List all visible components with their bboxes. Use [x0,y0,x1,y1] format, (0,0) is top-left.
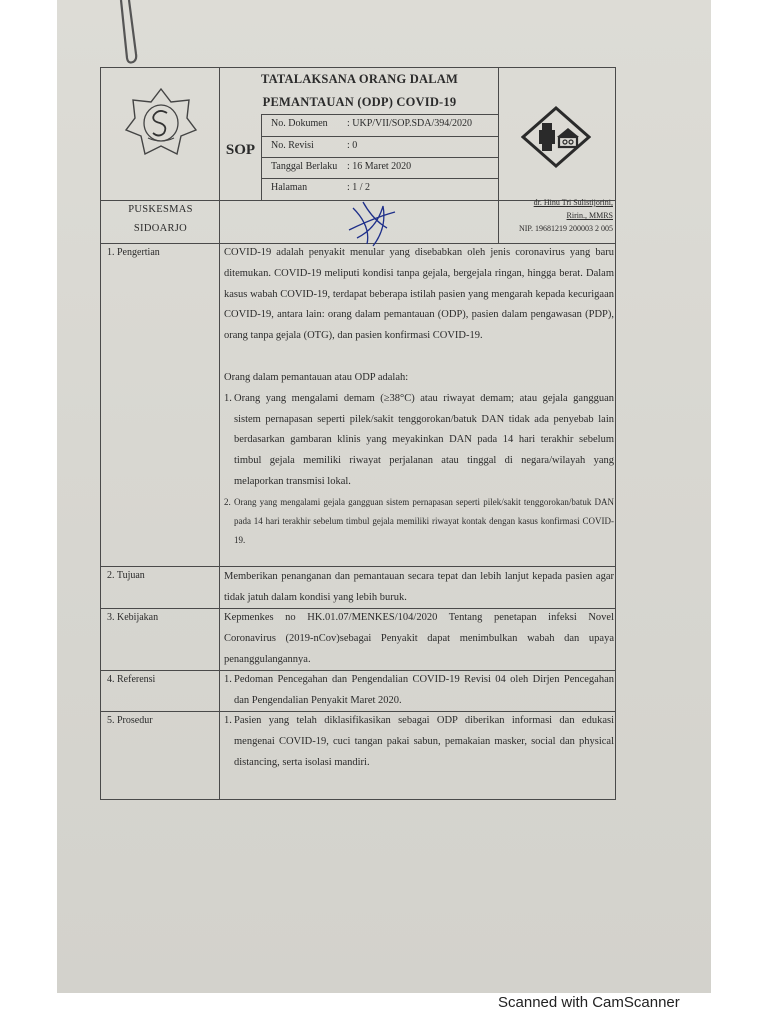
section-body-tujuan: Memberikan penanganan dan pemantauan secara tepat dan lebih lanjut kepada pasien agar tidak jatuh dalam kondisi yang lebih buruk. [224,571,614,603]
list-text: Orang yang mengalami demam (≥38°C) atau riwayat demam; atau gejala gangguan sistem pernapasan seperti pilek/sakit tenggorokan/batuk DAN tidak ada penyebab lain berdasarkan gambaran klinis yang meyakinkan DAN pada 14 hari terakhir sebelum timbul gejala memiliki riwayat perjalanan atau tinggal di negara/wilayah yang melaporkan transmisi lokal. [234,392,614,487]
section-label-pengertian: 1. Pengertian [107,247,160,258]
organization-name [101,200,220,238]
organization-line1: PUSKESMAS [128,204,193,215]
referensi-list-item-1 [224,670,614,712]
list-text: Pedoman Pencegahan dan Pengendalian COVID-19 Revisi 04 oleh Dirjen Pencegahan dan Pengendalian Penyakit Maret 2020. [234,674,614,706]
list-text: Pasien yang telah diklasifikasikan sebagai ODP diberikan informasi dan edukasi mengenai COVID-19, cuci tangan pakai sabun, pemakaian masker, social dan physical distancing, serta isolasi mandiri. [234,715,614,768]
prosedur-list-item-1 [224,711,614,773]
list-number: 2. [224,496,231,507]
section-body-prosedur [224,711,614,773]
signer-name2: Ririn., MMRS [566,211,613,220]
meta-key-tanggal: Tanggal Berlaku [271,161,338,172]
document-title-line1: TATALAKSANA ORANG DALAM [261,72,458,86]
meta-key-dokumen: No. Dokumen [271,118,328,129]
section-label-prosedur: 5. Prosedur [107,715,153,726]
camscanner-watermark: Scanned with CamScanner [498,994,680,1011]
section-label-referensi: 4. Referensi [107,674,156,685]
sop-document [100,67,616,800]
sop-label: SOP [225,142,256,158]
section-label-tujuan: 2. Tujuan [107,570,145,581]
signer-block [499,196,617,235]
pengertian-list-item-2 [224,493,614,550]
meta-value-revisi: : 0 [347,140,358,151]
meta-key-halaman: Halaman [271,182,308,193]
meta-key-revisi: No. Revisi [271,140,314,151]
section-body-referensi [224,670,614,712]
section-body-pengertian [224,243,614,550]
puskesmas-cross-house-logo-icon [521,106,591,168]
list-text: Orang yang mengalami gejala gangguan sistem pernapasan seperti pilek/sakit tenggorokan/batuk DAN pada 14 hari terakhir sebelum timbul gejala memiliki riwayat kontak dengan kasus konfirmasi COVID-19. [234,496,614,545]
signer-name: dr. Hinu Tri Sulistijorini, [533,198,613,207]
document-title-line2: PEMANTAUAN (ODP) COVID-19 [262,95,457,109]
section-label-kebijakan: 3. Kebijakan [107,612,159,623]
regency-crest-logo-icon [123,86,199,158]
pengertian-list-item-1 [224,389,614,493]
meta-value-halaman: : 1 / 2 [347,182,371,193]
meta-value-dokumen: : UKP/VII/SOP.SDA/394/2020 [347,118,473,129]
list-number: 1. [224,674,232,685]
list-number: 1. [224,392,232,404]
list-number: 1. [224,715,232,726]
paper-clip-icon [115,0,141,66]
organization-line2: SIDOARJO [133,223,188,234]
section-body-kebijakan: Kepmenkes no HK.01.07/MENKES/104/2020 Tentang penetapan infeksi Novel Coronavirus (2019-nCov)sebagai Penyakit dapat menimbulkan wabah dan upaya penanggulangannya. [224,612,614,665]
pengertian-paragraph-2: Orang dalam pemantauan atau ODP adalah: [224,371,409,383]
meta-value-tanggal: : 16 Maret 2020 [347,161,412,172]
signer-nip: NIP. 19681219 200003 2 005 [518,224,613,233]
pengertian-paragraph-1: COVID-19 adalah penyakit menular yang disebabkan oleh jenis coronavirus yang baru ditemukan. COVID-19 meliputi kondisi tanpa gejala, bergejala ringan, hingga berat. Dalam kasus wabah COVID-19, terdapat beberapa istilah pasien yang mengarah kepada kecurigaan COVID-19, antara lain: orang dalam pemantauan (ODP), pasien dalam pengawasan (PDP), orang tanpa gejala (OTG), dan pasien konfirmasi COVID-19. [224,247,614,342]
